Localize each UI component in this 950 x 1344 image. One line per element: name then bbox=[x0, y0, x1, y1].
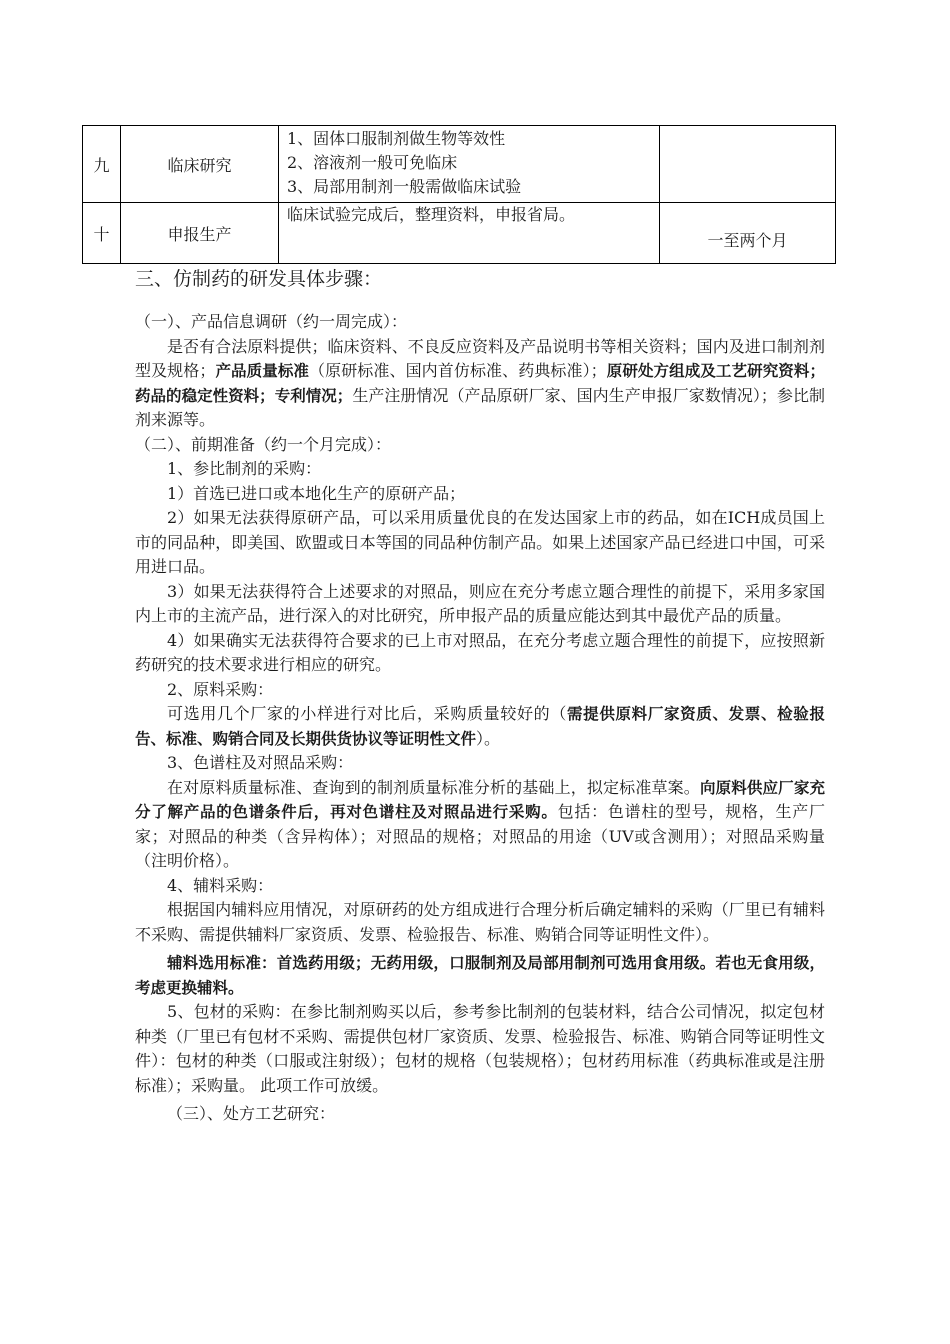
row-content bbox=[279, 203, 660, 264]
item-heading: 1、参比制剂的采购： bbox=[167, 459, 322, 478]
paragraph: 4）如果确实无法获得符合要求的已上市对照品，在充分考虑立题合理性的前提下，应按照新药研究的技术要求进行相应的研究。 bbox=[135, 630, 825, 674]
content-line: 临床试验完成后，整理资料，申报省局。 bbox=[287, 205, 576, 224]
paragraph: 5、包材的采购：在参比制剂购买以后，参考参比制剂的包装材料，结合公司情况，拟定包材种类（厂里已有包材不采购、需提供包材厂家资质、发票、检验报告、标准、购销合同等证明性文件）：包材的种类（口服或注射级）；包材的规格（包装规格）；包材药用标准（药典标准或是注册标准）；采购量。 此项工作可放缓。 bbox=[135, 1002, 825, 1095]
table-row bbox=[83, 203, 836, 264]
row-stage: 申报生产 bbox=[121, 203, 279, 264]
item-heading: 2、原料采购： bbox=[167, 679, 274, 699]
section-heading: 三、仿制药的研发具体步骤： bbox=[135, 268, 383, 290]
text-run: 可选用几个厂家的小样进行对比后，采购质量较好的（ bbox=[167, 704, 567, 723]
text-run: （原研标准、国内首仿标准、药典标准）； bbox=[309, 361, 607, 380]
table-row bbox=[83, 126, 836, 203]
content-line: 1、固体口服制剂做生物等效性 bbox=[287, 129, 506, 148]
row-stage: 临床研究 bbox=[121, 126, 279, 203]
text-run: 在对原料质量标准、查询到的制剂质量标准分析的基础上，拟定标准草案。 bbox=[167, 777, 700, 797]
paragraph: 3）如果无法获得符合上述要求的对照品，则应在充分考虑立题合理性的前提下，采用多家国内上市的主流产品，进行深入的对比研究，所申报产品的质量应能达到其中最优产品的质量。 bbox=[135, 581, 825, 625]
bold-run: 产品质量标准 bbox=[215, 362, 310, 380]
item-heading: 4、辅料采购： bbox=[167, 875, 274, 895]
row-number: 十 bbox=[83, 203, 121, 264]
paragraph bbox=[135, 702, 825, 751]
paragraph: 1）首选已进口或本地化生产的原研产品； bbox=[167, 483, 466, 503]
content-line: 3、局部用制剂一般需做临床试验 bbox=[287, 177, 522, 196]
text-run: ）。 bbox=[476, 728, 501, 748]
process-table bbox=[82, 125, 836, 264]
bold-paragraph: 辅料选用标准：首选药用级；无药用级，口服制剂及局部用制剂可选用食用级。若也无食用级，考虑更换辅料。 bbox=[135, 954, 825, 997]
text-run: 是否有合法原料提供；临床资料、不良反应资料及产品说明书等相关资料；国内及进口制剂剂型及规格； bbox=[135, 336, 825, 380]
bold-run: 向原料供应厂家充分了解产品的色谱条件后，再对色谱柱及对照品进行采购。 bbox=[135, 778, 825, 821]
research-paragraph bbox=[135, 335, 825, 433]
row-duration: 一至两个月 bbox=[660, 203, 836, 264]
paragraph bbox=[135, 776, 825, 874]
text-run: 生产注册情况（产品原研厂家、国内生产申报厂家数情况）；参比制剂来源等。 bbox=[135, 385, 825, 429]
paragraph: 根据国内辅料应用情况，对原研药的处方组成进行合理分析后确定辅料的采购（厂里已有辅料不采购、需提供辅料厂家资质、发票、检验报告、标准、购销合同等证明性文件）。 bbox=[135, 900, 825, 944]
content-line: 2、溶液剂一般可免临床 bbox=[287, 153, 458, 172]
subsection-heading: （一）、产品信息调研（约一周完成）： bbox=[135, 312, 408, 331]
bold-run: 需提供原料厂家资质、发票、检验报告、标准、购销合同及长期供货协议等证明性文件 bbox=[135, 705, 825, 748]
paragraph: 2）如果无法获得原研产品，可以采用质量优良的在发达国家上市的药品，如在ICH成员国上市的同品种，即美国、欧盟或日本等国的同品种仿制产品。如果上述国家产品已经进口中国，可采用进口品。 bbox=[135, 508, 825, 576]
bold-run: 原研处方组成及工艺研究资料；药品的稳定性资料；专利情况； bbox=[135, 362, 825, 405]
row-content bbox=[279, 126, 660, 203]
item-heading: 3、色谱柱及对照品采购： bbox=[167, 753, 354, 772]
row-duration bbox=[660, 126, 836, 203]
subsection-heading: （二）、前期准备（约一个月完成）： bbox=[135, 434, 392, 454]
text-run: 包括：色谱柱的型号，规格，生产厂家；对照品的种类（含异构体）；对照品的规格；对照品的用途（UV或含测用）；对照品采购量（注明价格）。 bbox=[135, 802, 825, 870]
subsection-heading: （三）、处方工艺研究： bbox=[167, 1104, 336, 1123]
row-number: 九 bbox=[83, 126, 121, 203]
document-body bbox=[135, 264, 825, 1127]
